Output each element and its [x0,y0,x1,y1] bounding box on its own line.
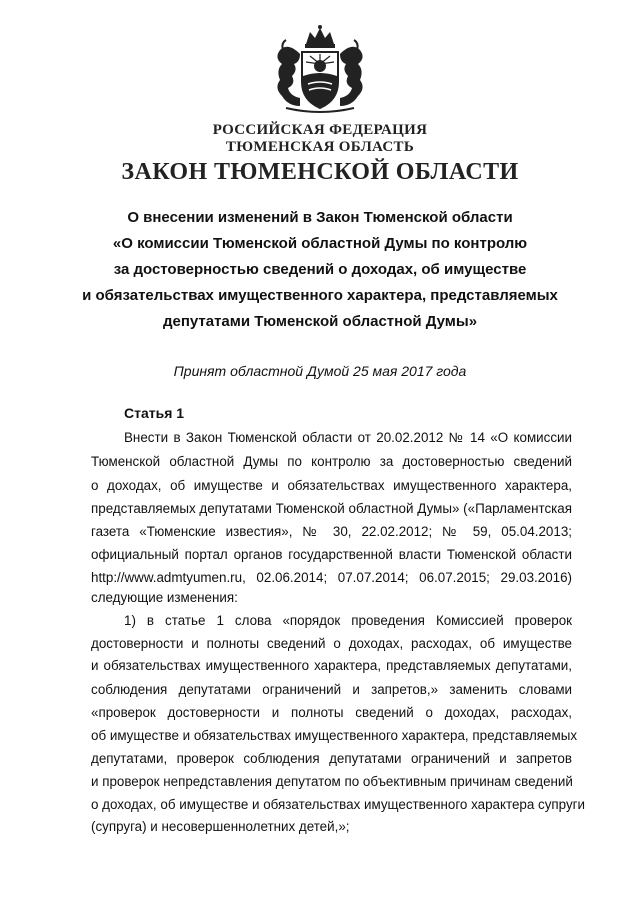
header-region: ТЮМЕНСКАЯ ОБЛАСТЬ [225,139,415,155]
title-line: и обязательствах имущественного характера, представляемых [82,287,558,304]
body-line: http://www.admtyumen.ru, 02.06.2014; 07.07.2014; 06.07.2015; 29.03.2016) [91,570,572,585]
title-line: «О комиссии Тюменской областной Думы по контролю [112,235,528,252]
title-line: О внесении изменений в Закон Тюменской области [127,209,513,226]
body-line: газета «Тюменские известия», № 30, 22.02.2012; № 59, 05.04.2013; [91,524,572,539]
body-line: и проверок непредставления депутатом по объективным причинам сведений [91,774,573,789]
law-heading: ЗАКОН ТЮМЕНСКОЙ ОБЛАСТИ [121,159,519,185]
body-line: депутатами, проверок соблюдения депутатами ограничений и запретов [91,751,572,766]
tyumen-region-coat-of-arms-icon [266,24,374,116]
body-line: 1) в статье 1 слова «порядок проведения Комиссией проверок [124,613,572,628]
title-line: за достоверностью сведений о доходах, об имуществе [113,261,527,278]
title-line: депутатами Тюменской областной Думы» [162,313,478,330]
body-line: и обязательствах имущественного характера, представляемых депутатами, [91,658,572,673]
body-line: официальный портал органов государственной власти Тюменской области [91,547,572,562]
body-line: представляемых депутатами Тюменской областной Думы» («Парламентская [91,501,572,516]
body-line: Внести в Закон Тюменской области от 20.02.2012 № 14 «О комиссии [124,430,572,445]
body-line: о доходах, об имуществе и обязательствах имущественного характера супруги [91,797,586,812]
body-line: о доходах, об имуществе и обязательствах имущественного характера, [91,478,572,493]
body-line: (супруга) и несовершеннолетних детей,»; [91,819,350,834]
header-country: РОССИЙСКАЯ ФЕДЕРАЦИЯ [212,122,428,138]
adoption-date: Принят областной Думой 25 мая 2017 года [173,363,467,379]
body-line: достоверности и полноты сведений о доходах, расходах, об имуществе [91,636,572,651]
body-line: Тюменской областной Думы по контролю за достоверностью сведений [91,454,572,469]
body-line: об имуществе и обязательствах имущественного характера, представляемых [91,728,578,743]
law-title [60,205,580,335]
body-line: соблюдения депутатами ограничений и запретов,» заменить словами [91,682,572,697]
body-line: следующие изменения: [91,590,238,605]
article-heading: Статья 1 [124,405,185,421]
body-line: «проверок достоверности и полноты сведений о доходах, расходах, [91,705,572,720]
